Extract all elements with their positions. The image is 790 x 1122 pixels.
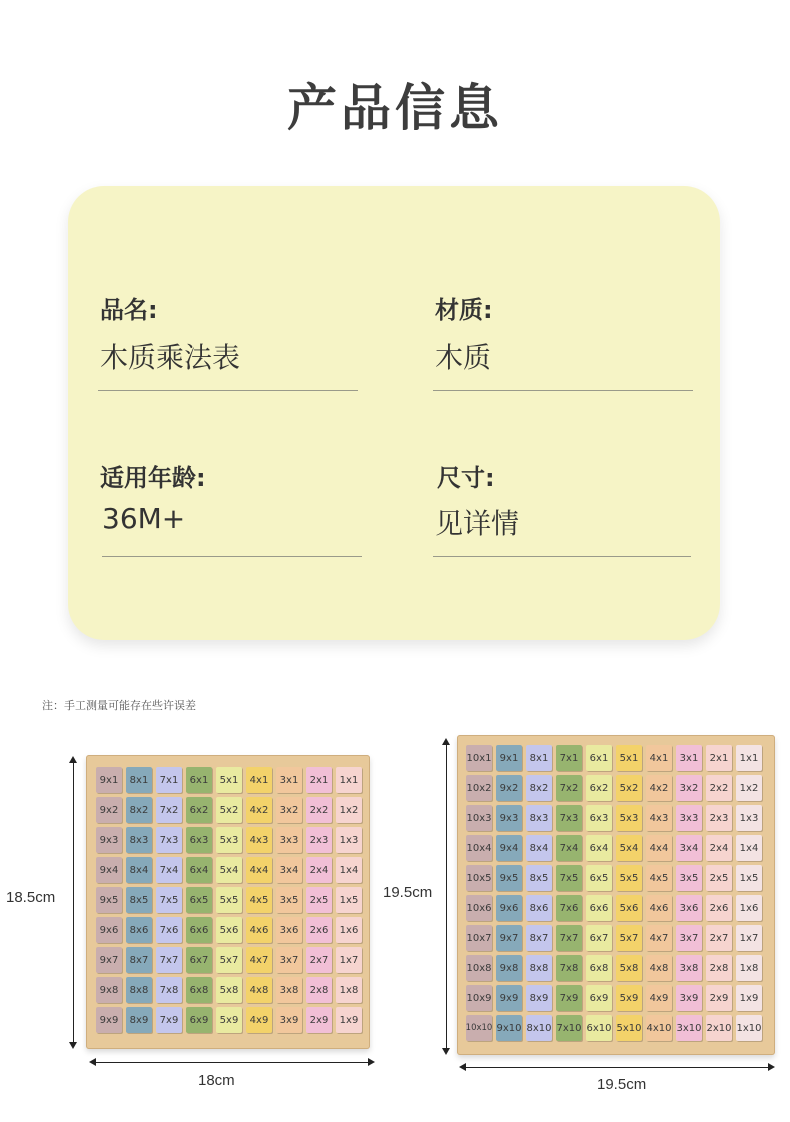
multiplication-tile: 6x7 <box>186 947 212 973</box>
large-multiplication-board <box>457 735 775 1055</box>
multiplication-tile: 3x10 <box>676 1015 702 1041</box>
multiplication-tile: 9x9 <box>96 1007 122 1033</box>
multiplication-tile: 1x5 <box>336 887 362 913</box>
multiplication-tile: 5x9 <box>616 985 642 1011</box>
multiplication-tile: 4x2 <box>246 797 272 823</box>
large-height-label: 19.5cm <box>383 884 433 901</box>
multiplication-tile: 4x1 <box>646 745 672 771</box>
multiplication-tile: 2x10 <box>706 1015 732 1041</box>
age-underline <box>102 556 362 557</box>
multiplication-tile: 6x5 <box>186 887 212 913</box>
multiplication-tile: 9x4 <box>496 835 522 861</box>
multiplication-tile: 2x2 <box>306 797 332 823</box>
multiplication-tile: 9x9 <box>496 985 522 1011</box>
multiplication-tile: 6x8 <box>586 955 612 981</box>
multiplication-tile: 5x1 <box>616 745 642 771</box>
multiplication-tile: 8x5 <box>526 865 552 891</box>
measurement-note: 注：手工测量可能存在些许误差 <box>42 699 196 712</box>
multiplication-tile: 6x7 <box>586 925 612 951</box>
multiplication-tile: 3x7 <box>676 925 702 951</box>
multiplication-tile: 10x5 <box>466 865 492 891</box>
multiplication-tile: 4x5 <box>246 887 272 913</box>
multiplication-tile: 4x9 <box>646 985 672 1011</box>
multiplication-tile: 3x9 <box>276 1007 302 1033</box>
multiplication-tile: 6x2 <box>586 775 612 801</box>
multiplication-tile: 4x8 <box>246 977 272 1003</box>
multiplication-tile: 9x5 <box>496 865 522 891</box>
arrow-left-icon <box>459 1063 466 1071</box>
multiplication-tile: 3x3 <box>276 827 302 853</box>
multiplication-tile: 6x2 <box>186 797 212 823</box>
info-card <box>68 186 720 640</box>
multiplication-tile: 10x3 <box>466 805 492 831</box>
multiplication-tile: 7x10 <box>556 1015 582 1041</box>
arrow-down-icon <box>442 1048 450 1055</box>
multiplication-tile: 2x7 <box>306 947 332 973</box>
multiplication-tile: 6x3 <box>186 827 212 853</box>
multiplication-tile: 8x4 <box>526 835 552 861</box>
multiplication-tile: 2x8 <box>706 955 732 981</box>
multiplication-tile: 4x7 <box>646 925 672 951</box>
multiplication-tile: 8x1 <box>526 745 552 771</box>
multiplication-tile: 5x3 <box>216 827 242 853</box>
multiplication-tile: 4x10 <box>646 1015 672 1041</box>
multiplication-tile: 10x7 <box>466 925 492 951</box>
small-height-label: 18.5cm <box>6 889 56 906</box>
multiplication-tile: 6x1 <box>586 745 612 771</box>
multiplication-tile: 3x7 <box>276 947 302 973</box>
multiplication-tile: 2x6 <box>706 895 732 921</box>
multiplication-tile: 2x9 <box>306 1007 332 1033</box>
multiplication-tile: 8x6 <box>126 917 152 943</box>
multiplication-tile: 8x1 <box>126 767 152 793</box>
multiplication-tile: 7x4 <box>556 835 582 861</box>
multiplication-tile: 9x5 <box>96 887 122 913</box>
multiplication-tile: 6x8 <box>186 977 212 1003</box>
arrow-down-icon <box>69 1042 77 1049</box>
arrow-right-icon <box>768 1063 775 1071</box>
multiplication-tile: 1x5 <box>736 865 762 891</box>
multiplication-tile: 2x5 <box>306 887 332 913</box>
multiplication-tile: 1x1 <box>336 767 362 793</box>
small-width-line <box>92 1062 372 1063</box>
multiplication-tile: 10x6 <box>466 895 492 921</box>
multiplication-tile: 3x8 <box>676 955 702 981</box>
multiplication-tile: 5x5 <box>216 887 242 913</box>
multiplication-tile: 7x9 <box>156 1007 182 1033</box>
multiplication-tile: 5x3 <box>616 805 642 831</box>
multiplication-tile: 4x5 <box>646 865 672 891</box>
multiplication-tile: 5x2 <box>616 775 642 801</box>
multiplication-tile: 8x9 <box>526 985 552 1011</box>
multiplication-tile: 7x8 <box>556 955 582 981</box>
multiplication-tile: 4x7 <box>246 947 272 973</box>
multiplication-tile: 1x6 <box>736 895 762 921</box>
multiplication-tile: 9x2 <box>96 797 122 823</box>
multiplication-tile: 8x2 <box>126 797 152 823</box>
multiplication-tile: 8x8 <box>526 955 552 981</box>
multiplication-tile: 3x9 <box>676 985 702 1011</box>
material-label: 材质: <box>435 296 493 324</box>
multiplication-tile: 2x4 <box>306 857 332 883</box>
multiplication-tile: 3x3 <box>676 805 702 831</box>
multiplication-tile: 6x4 <box>186 857 212 883</box>
multiplication-tile: 8x9 <box>126 1007 152 1033</box>
multiplication-tile: 1x3 <box>736 805 762 831</box>
multiplication-tile: 7x6 <box>556 895 582 921</box>
arrow-up-icon <box>442 738 450 745</box>
multiplication-tile: 3x6 <box>676 895 702 921</box>
multiplication-tile: 6x6 <box>586 895 612 921</box>
small-height-line <box>73 758 74 1046</box>
multiplication-tile: 7x2 <box>156 797 182 823</box>
large-board-grid <box>466 745 762 1041</box>
multiplication-tile: 8x3 <box>126 827 152 853</box>
arrow-left-icon <box>89 1058 96 1066</box>
multiplication-tile: 10x2 <box>466 775 492 801</box>
multiplication-tile: 4x1 <box>246 767 272 793</box>
multiplication-tile: 4x4 <box>646 835 672 861</box>
material-underline <box>433 390 693 391</box>
multiplication-tile: 5x7 <box>616 925 642 951</box>
page-title: 产品信息 <box>287 79 503 137</box>
multiplication-tile: 2x1 <box>706 745 732 771</box>
name-underline <box>98 390 358 391</box>
multiplication-tile: 9x1 <box>496 745 522 771</box>
multiplication-tile: 1x4 <box>336 857 362 883</box>
multiplication-tile: 7x1 <box>156 767 182 793</box>
multiplication-tile: 1x2 <box>336 797 362 823</box>
age-value: 36M+ <box>102 502 186 535</box>
multiplication-tile: 1x9 <box>736 985 762 1011</box>
size-field <box>435 458 520 540</box>
multiplication-tile: 4x8 <box>646 955 672 981</box>
multiplication-tile: 2x5 <box>706 865 732 891</box>
multiplication-tile: 8x7 <box>526 925 552 951</box>
multiplication-tile: 6x9 <box>186 1007 212 1033</box>
multiplication-tile: 5x4 <box>216 857 242 883</box>
multiplication-tile: 4x6 <box>646 895 672 921</box>
multiplication-tile: 4x9 <box>246 1007 272 1033</box>
size-label: 尺寸: <box>437 464 495 492</box>
multiplication-tile: 2x3 <box>706 805 732 831</box>
multiplication-tile: 4x3 <box>246 827 272 853</box>
multiplication-tile: 9x2 <box>496 775 522 801</box>
multiplication-tile: 5x4 <box>616 835 642 861</box>
age-label: 适用年龄: <box>100 464 206 492</box>
multiplication-tile: 9x8 <box>96 977 122 1003</box>
multiplication-tile: 8x5 <box>126 887 152 913</box>
multiplication-tile: 10x1 <box>466 745 492 771</box>
multiplication-tile: 9x3 <box>496 805 522 831</box>
multiplication-tile: 10x10 <box>466 1015 492 1041</box>
multiplication-tile: 6x9 <box>586 985 612 1011</box>
multiplication-tile: 9x7 <box>96 947 122 973</box>
multiplication-tile: 1x7 <box>736 925 762 951</box>
multiplication-tile: 7x9 <box>556 985 582 1011</box>
multiplication-tile: 8x3 <box>526 805 552 831</box>
multiplication-tile: 3x5 <box>276 887 302 913</box>
multiplication-tile: 7x2 <box>556 775 582 801</box>
multiplication-tile: 3x1 <box>276 767 302 793</box>
multiplication-tile: 1x10 <box>736 1015 762 1041</box>
multiplication-tile: 7x3 <box>556 805 582 831</box>
arrow-right-icon <box>368 1058 375 1066</box>
size-underline <box>433 556 691 557</box>
multiplication-tile: 8x10 <box>526 1015 552 1041</box>
multiplication-tile: 3x1 <box>676 745 702 771</box>
multiplication-tile: 9x8 <box>496 955 522 981</box>
multiplication-tile: 6x4 <box>586 835 612 861</box>
multiplication-tile: 9x7 <box>496 925 522 951</box>
multiplication-tile: 1x7 <box>336 947 362 973</box>
multiplication-tile: 9x1 <box>96 767 122 793</box>
multiplication-tile: 7x8 <box>156 977 182 1003</box>
large-width-label: 19.5cm <box>597 1076 647 1093</box>
multiplication-tile: 2x7 <box>706 925 732 951</box>
name-label: 品名: <box>100 296 158 324</box>
name-value: 木质乘法表 <box>100 341 241 374</box>
small-multiplication-board <box>86 755 370 1049</box>
multiplication-tile: 5x8 <box>216 977 242 1003</box>
multiplication-tile: 4x2 <box>646 775 672 801</box>
multiplication-tile: 7x5 <box>156 887 182 913</box>
multiplication-tile: 10x8 <box>466 955 492 981</box>
multiplication-tile: 6x5 <box>586 865 612 891</box>
multiplication-tile: 6x6 <box>186 917 212 943</box>
multiplication-tile: 4x4 <box>246 857 272 883</box>
age-field <box>100 458 206 535</box>
multiplication-tile: 9x4 <box>96 857 122 883</box>
multiplication-tile: 7x1 <box>556 745 582 771</box>
multiplication-tile: 7x5 <box>556 865 582 891</box>
multiplication-tile: 8x8 <box>126 977 152 1003</box>
material-value: 木质 <box>435 341 492 374</box>
multiplication-tile: 1x4 <box>736 835 762 861</box>
multiplication-tile: 8x7 <box>126 947 152 973</box>
multiplication-tile: 5x2 <box>216 797 242 823</box>
multiplication-tile: 2x1 <box>306 767 332 793</box>
multiplication-tile: 3x4 <box>276 857 302 883</box>
multiplication-tile: 1x8 <box>336 977 362 1003</box>
multiplication-tile: 3x5 <box>676 865 702 891</box>
multiplication-tile: 6x3 <box>586 805 612 831</box>
multiplication-tile: 5x6 <box>616 895 642 921</box>
material-field <box>435 290 493 374</box>
multiplication-tile: 5x6 <box>216 917 242 943</box>
multiplication-tile: 7x4 <box>156 857 182 883</box>
multiplication-tile: 3x2 <box>276 797 302 823</box>
multiplication-tile: 5x1 <box>216 767 242 793</box>
multiplication-tile: 7x7 <box>556 925 582 951</box>
multiplication-tile: 9x6 <box>496 895 522 921</box>
multiplication-tile: 9x10 <box>496 1015 522 1041</box>
multiplication-tile: 8x2 <box>526 775 552 801</box>
multiplication-tile: 1x6 <box>336 917 362 943</box>
size-value: 见详情 <box>435 507 520 540</box>
multiplication-tile: 1x8 <box>736 955 762 981</box>
multiplication-tile: 2x8 <box>306 977 332 1003</box>
multiplication-tile: 2x2 <box>706 775 732 801</box>
multiplication-tile: 1x3 <box>336 827 362 853</box>
small-board-grid <box>96 767 362 1033</box>
multiplication-tile: 3x6 <box>276 917 302 943</box>
arrow-up-icon <box>69 756 77 763</box>
multiplication-tile: 5x5 <box>616 865 642 891</box>
multiplication-tile: 6x10 <box>586 1015 612 1041</box>
multiplication-tile: 7x3 <box>156 827 182 853</box>
multiplication-tile: 2x4 <box>706 835 732 861</box>
multiplication-tile: 3x2 <box>676 775 702 801</box>
multiplication-tile: 1x2 <box>736 775 762 801</box>
multiplication-tile: 7x7 <box>156 947 182 973</box>
multiplication-tile: 10x4 <box>466 835 492 861</box>
multiplication-tile: 3x8 <box>276 977 302 1003</box>
multiplication-tile: 8x6 <box>526 895 552 921</box>
multiplication-tile: 5x8 <box>616 955 642 981</box>
multiplication-tile: 1x9 <box>336 1007 362 1033</box>
multiplication-tile: 4x3 <box>646 805 672 831</box>
multiplication-tile: 6x1 <box>186 767 212 793</box>
multiplication-tile: 7x6 <box>156 917 182 943</box>
multiplication-tile: 9x6 <box>96 917 122 943</box>
multiplication-tile: 1x1 <box>736 745 762 771</box>
large-width-line <box>462 1067 772 1068</box>
multiplication-tile: 3x4 <box>676 835 702 861</box>
multiplication-tile: 10x9 <box>466 985 492 1011</box>
multiplication-tile: 5x7 <box>216 947 242 973</box>
multiplication-tile: 8x4 <box>126 857 152 883</box>
name-field <box>100 290 241 374</box>
multiplication-tile: 2x6 <box>306 917 332 943</box>
multiplication-tile: 5x10 <box>616 1015 642 1041</box>
multiplication-tile: 2x9 <box>706 985 732 1011</box>
large-height-line <box>446 740 447 1052</box>
multiplication-tile: 5x9 <box>216 1007 242 1033</box>
multiplication-tile: 9x3 <box>96 827 122 853</box>
multiplication-tile: 2x3 <box>306 827 332 853</box>
multiplication-tile: 4x6 <box>246 917 272 943</box>
small-width-label: 18cm <box>198 1072 235 1089</box>
